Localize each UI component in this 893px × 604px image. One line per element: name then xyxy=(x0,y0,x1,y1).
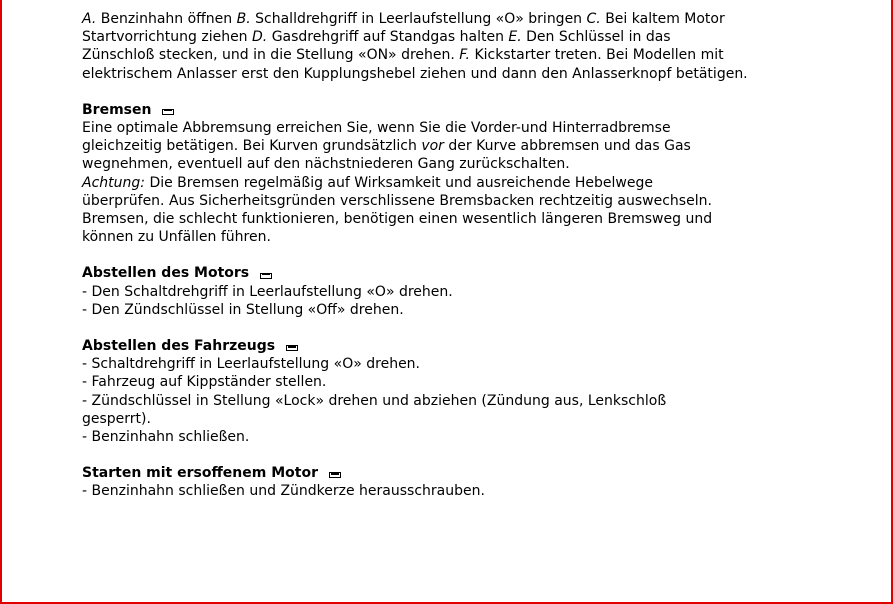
bremsen-line-4 xyxy=(82,174,782,192)
intro-paragraph xyxy=(82,10,782,83)
section-abstellen-motor xyxy=(82,264,782,319)
bremsen-line-4b: Die Bremsen regelmäßig auf Wirksamkeit und ausreichende Hebelwege xyxy=(145,174,653,191)
step-a-text: Benzinhahn öffnen xyxy=(96,11,237,27)
document-content xyxy=(82,10,782,501)
bremsen-emphasis-vor: vor xyxy=(421,138,444,155)
list-item: - Den Schaltdrehgriff in Leerlaufstellung «O» drehen. xyxy=(82,283,453,300)
section-heading-abstellen-fahrzeug xyxy=(82,337,782,355)
minimize-icon[interactable] xyxy=(286,345,298,351)
list-item-continuation: gesperrt). xyxy=(82,410,151,427)
intro-line-3-text: Zünschloß stecken, und in die Stellung «ON» drehen. xyxy=(82,47,460,64)
step-c-text: Bei kaltem Motor xyxy=(600,11,725,27)
list-item: - Benzinhahn schließen. xyxy=(82,429,250,446)
step-f-text: Kickstarter treten. Bei Modellen mit xyxy=(470,47,724,64)
step-e-label: E. xyxy=(508,29,522,46)
intro-line-4: elektrischem Anlasser erst den Kupplungshebel ziehen und dann den Anlasserknopf betätigen. xyxy=(82,65,748,82)
bremsen-line-7: können zu Unfällen führen. xyxy=(82,229,271,246)
list-item: - Benzinhahn schließen und Zündkerze herausschrauben. xyxy=(82,483,485,500)
minimize-icon[interactable] xyxy=(260,273,272,279)
list-item: - Den Zündschlüssel in Stellung «Off» drehen. xyxy=(82,301,404,318)
step-f-label: F. xyxy=(459,47,470,64)
bremsen-line-2a: gleichzeitig betätigen. Bei Kurven grundsätzlich xyxy=(82,138,422,155)
intro-line-1 xyxy=(82,10,782,28)
section-heading-bremsen xyxy=(82,101,782,119)
step-d-text: Gasdrehgriff auf Standgas halten xyxy=(267,29,509,46)
step-e-text: Den Schlüssel in das xyxy=(521,29,671,46)
step-d-label: D. xyxy=(252,29,268,46)
section-title: Abstellen des Motors xyxy=(82,265,250,282)
section-heading-ersoffen xyxy=(82,464,782,482)
list-item: - Zündschlüssel in Stellung «Lock» drehen und abziehen (Zündung aus, Lenkschloß xyxy=(82,392,667,409)
bremsen-line-1: Eine optimale Abbremsung erreichen Sie, wenn Sie die Vorder-und Hinterradbremse xyxy=(82,120,671,137)
bremsen-achtung-label: Achtung: xyxy=(82,174,145,191)
step-b-text: Schalldrehgriff in Leerlaufstellung «O» bringen xyxy=(250,11,587,27)
bremsen-line-2b: der Kurve abbremsen und das Gas xyxy=(443,138,691,155)
bremsen-line-3: wegnehmen, eventuell auf den nächstniederen Gang zurückschalten. xyxy=(82,156,570,173)
intro-line-2-text: Startvorrichtung ziehen xyxy=(82,29,253,46)
step-c-label: C. xyxy=(586,11,601,27)
bremsen-line-5: überprüfen. Aus Sicherheitsgründen verschlissene Bremsbacken rechtzeitig auswechseln. xyxy=(82,192,712,209)
section-abstellen-fahrzeug xyxy=(82,337,782,446)
section-bremsen xyxy=(82,101,782,247)
section-title: Abstellen des Fahrzeugs xyxy=(82,338,276,355)
step-b-label: B. xyxy=(236,11,251,27)
list-item: - Schaltdrehgriff in Leerlaufstellung «O» drehen. xyxy=(82,356,421,373)
section-title: Bremsen xyxy=(82,101,152,118)
intro-line-3 xyxy=(82,46,782,64)
section-title: Starten mit ersoffenem Motor xyxy=(82,465,318,482)
minimize-icon[interactable] xyxy=(329,472,341,478)
bremsen-line-2 xyxy=(82,137,782,155)
bremsen-line-6: Bremsen, die schlecht funktionieren, benötigen einen wesentlich längeren Bremsweg und xyxy=(82,211,713,228)
intro-line-2 xyxy=(82,28,782,46)
step-a-label: A. xyxy=(82,11,97,27)
minimize-icon[interactable] xyxy=(162,109,174,115)
section-heading-abstellen-motor xyxy=(82,264,782,282)
section-ersoffen xyxy=(82,464,782,500)
list-item: - Fahrzeug auf Kippständer stellen. xyxy=(82,374,327,391)
